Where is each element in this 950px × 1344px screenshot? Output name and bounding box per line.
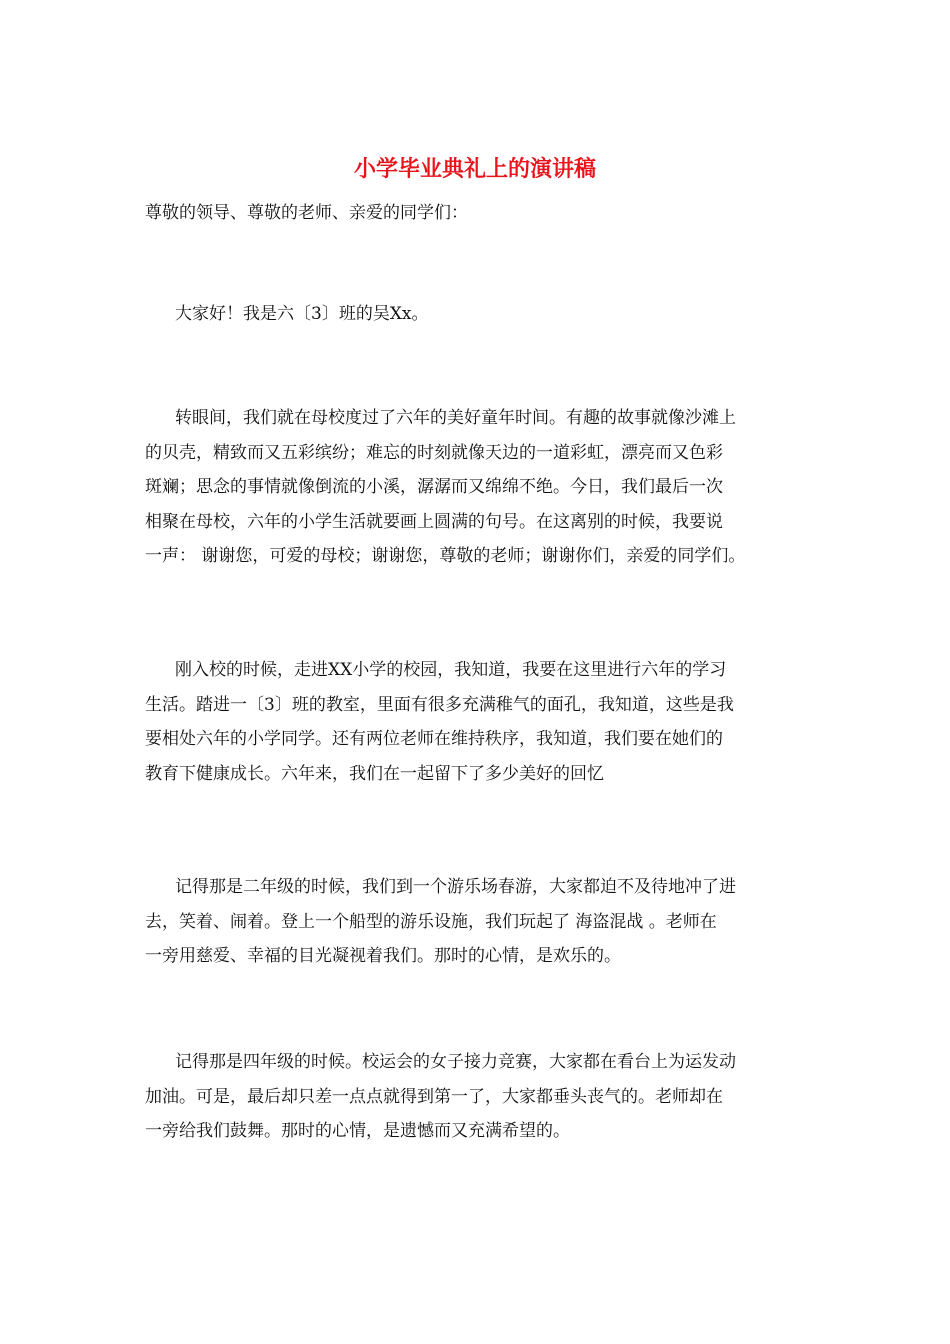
paragraph-second-grade bbox=[145, 870, 845, 974]
paragraph-line: 刚入校的时候，走进XX小学的校园，我知道，我要在这里进行六年的学习 bbox=[175, 660, 727, 680]
paragraph-line: 斑斓；思念的事情就像倒流的小溪，潺潺而又绵绵不绝。今日，我们最后一次 bbox=[145, 477, 723, 497]
paragraph-line: 相聚在母校，六年的小学生活就要画上圆满的句号。在这离别的时候，我要说 bbox=[145, 511, 723, 532]
paragraph-line: 转眼间，我们就在母校度过了六年的美好童年时间。有趣的故事就像沙滩上 bbox=[175, 408, 736, 428]
paragraph-line: 一旁用慈爱、幸福的目光凝视着我们。那时的心情，是欢乐的。 bbox=[145, 946, 621, 966]
paragraph-line: 记得那是四年级的时候。校运会的女子接力竞赛，大家都在看台上为运发动 bbox=[175, 1052, 736, 1072]
paragraph-line: 加油。可是，最后却只差一点点就得到第一了，大家都垂头丧气的。老师却在 bbox=[145, 1086, 723, 1107]
paragraph-line: 一声： 谢谢您，可爱的母校；谢谢您，尊敬的老师；谢谢你们，亲爱的同学们。 bbox=[145, 546, 746, 566]
document-title: 小学毕业典礼上的演讲稿 bbox=[353, 156, 596, 182]
paragraph-line: 要相处六年的小学同学。还有两位老师在维持秩序，我知道，我们要在她们的 bbox=[145, 729, 723, 749]
paragraph-first-day bbox=[145, 653, 845, 791]
paragraph-line: 教育下健康成长。六年来，我们在一起留下了多少美好的回忆 bbox=[145, 763, 604, 784]
paragraph-line: 一旁给我们鼓舞。那时的心情，是遗憾而又充满希望的。 bbox=[145, 1121, 570, 1141]
paragraph-line: 记得那是二年级的时候，我们到一个游乐场春游，大家都迫不及待地冲了进 bbox=[175, 877, 736, 897]
paragraph-fourth-grade bbox=[145, 1045, 845, 1149]
paragraph-line: 的贝壳，精致而又五彩缤纷；难忘的时刻就像天边的一道彩虹，漂亮而又色彩 bbox=[145, 442, 723, 463]
salutation: 尊敬的领导、尊敬的老师、亲爱的同学们： bbox=[145, 203, 468, 223]
paragraph-greeting bbox=[145, 297, 845, 332]
paragraph-line: 生活。踏进一〔3〕班的教室，里面有很多充满稚气的面孔，我知道，这些是我 bbox=[145, 694, 734, 715]
paragraph-time-passes bbox=[145, 401, 845, 574]
paragraph-line: 去，笑着、闹着。登上一个船型的游乐设施，我们玩起了 海盗混战 。老师在 bbox=[145, 911, 717, 932]
paragraph-line: 大家好！我是六〔3〕班的吴Xx。 bbox=[175, 304, 429, 324]
